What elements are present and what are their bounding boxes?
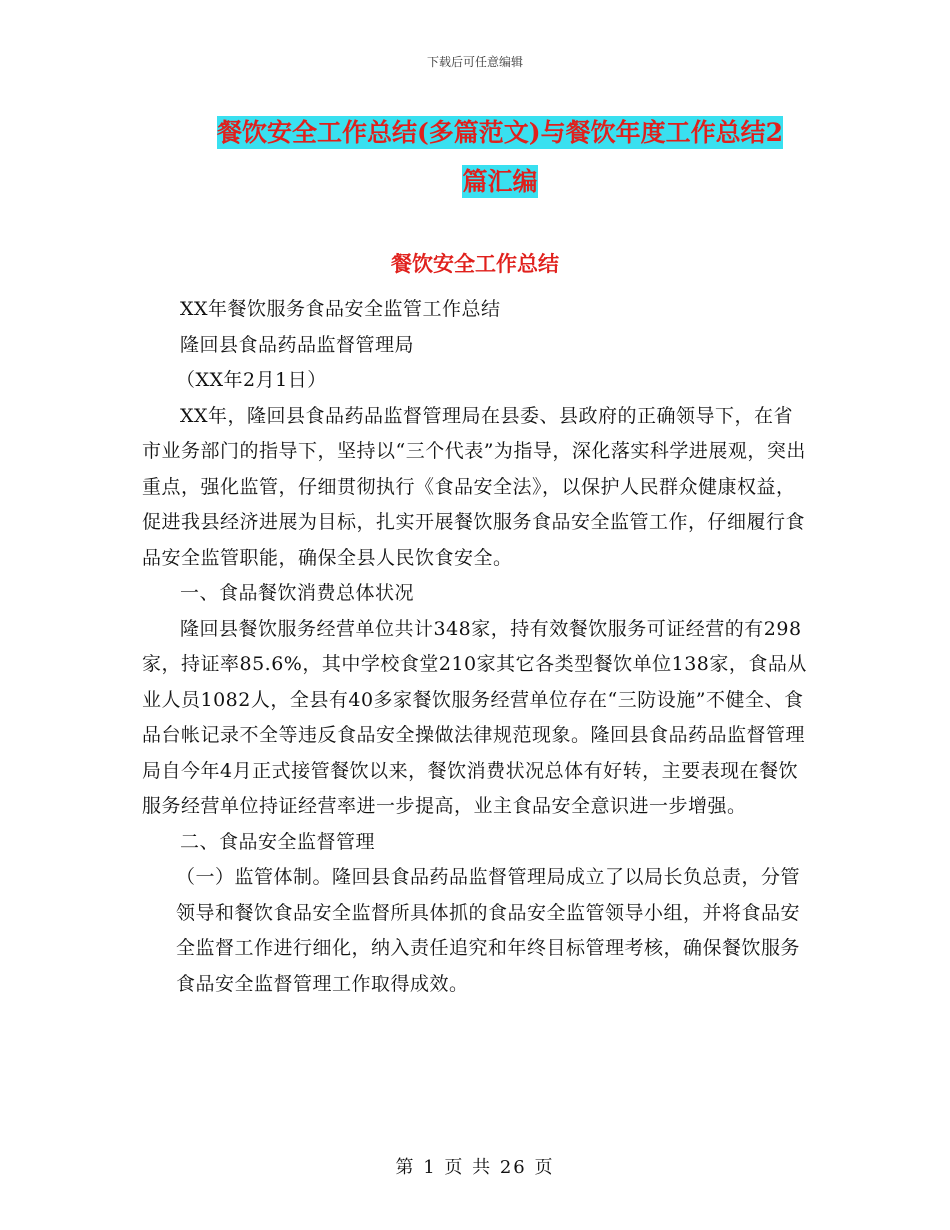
document-body xyxy=(142,292,812,1002)
supervision-paragraph: （一）监管体制。隆回县食品药品监督管理局成立了以局长负总责，分管领导和餐饮食品安全监督所具体抓的食品安全监管领导小组，并将食品安全监督工作进行细化，纳入责任追究和年终目标管理考核，确保餐饮服务食品安全监督管理工作取得成效。 xyxy=(176,866,801,995)
document-title-line-1: 餐饮安全工作总结(多篇范文)与餐饮年度工作总结2 xyxy=(216,118,784,147)
document-title xyxy=(140,108,860,206)
header-note: 下载后可任意编辑 xyxy=(426,55,523,69)
heading-overview: 一、食品餐饮消费总体状况 xyxy=(180,582,415,604)
organization-paragraph: 隆回县食品药品监督管理局 xyxy=(180,333,415,356)
heading-supervision: 二、食品安全监督管理 xyxy=(180,830,376,853)
intro-paragraph: XX年，隆回县食品药品监督管理局在县委、县政府的正确领导下，在省市业务部门的指导下，坚持以“三个代表”为指导，深化落实科学进展观，突出重点，强化监管，仔细贯彻执行《食品安全法》，以保护人民群众健康权益，促进我县经济进展为目标，扎实开展餐饮服务食品安全监管工作，仔细履行食品安全监管职能，确保全县人民饮食安全。 xyxy=(142,404,806,569)
report-title-paragraph: XX年餐饮服务食品安全监管工作总结 xyxy=(180,298,501,320)
document-title-line-2: 篇汇编 xyxy=(462,167,538,196)
section-title: 餐饮安全工作总结 xyxy=(391,251,559,276)
page-footer: 第 1 页 共 26 页 xyxy=(395,1157,555,1178)
overview-paragraph: 隆回县餐饮服务经营单位共计348家，持有效餐饮服务可证经营的有298家，持证率85.6%，其中学校食堂210家其它各类型餐饮单位138家，食品从业人员1082人，全县有40多家餐饮服务经营单位存在“三防设施”不健全、食品台帐记录不全等违反食品安全操做法律规范现象。隆回县食品药品监督管理局自今年4月正式接管餐饮以来，餐饮消费状况总体有好转，主要表现在餐饮服务经营单位持证经营率进一步提高，业主食品安全意识进一步增强。 xyxy=(142,617,807,817)
date-paragraph: （XX年2月1日） xyxy=(176,369,327,391)
